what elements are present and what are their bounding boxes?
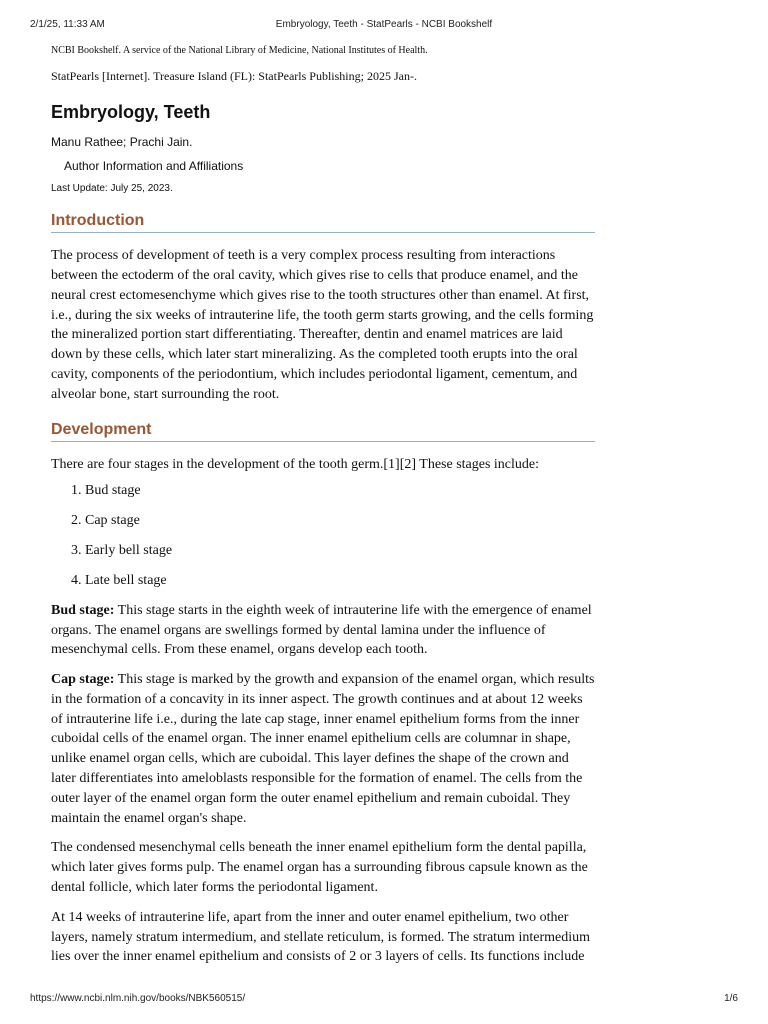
print-datetime: 2/1/25, 11:33 AM <box>30 19 105 30</box>
list-item: 4. Late bell stage <box>85 571 595 590</box>
list-item: 3. Early bell stage <box>85 541 595 560</box>
print-page-title: Embryology, Teeth - StatPearls - NCBI Bookshelf <box>275 19 493 30</box>
page-title: Embryology, Teeth <box>51 102 211 122</box>
bud-stage-text: This stage starts in the eighth week of intrauterine life with the emergence of enamel organs. The enamel organs are swellings formed by dental lamina under the influence of mesenchymal cells. From these enamel, organs develop each tooth. <box>51 602 592 658</box>
list-item: 2. Cap stage <box>85 511 595 530</box>
authors: Manu Rathee; Prachi Jain. <box>51 135 193 149</box>
print-page-number: 1/6 <box>724 993 738 1004</box>
stages-list <box>51 481 595 590</box>
last-update: Last Update: July 25, 2023. <box>51 183 173 194</box>
introduction-heading: Introduction <box>51 211 595 233</box>
print-header <box>30 19 738 33</box>
affiliations-label: Author Information and Affiliations <box>64 159 244 173</box>
dental-papilla-paragraph: The condensed mesenchymal cells beneath the inner enamel epithelium form the dental papilla, which later gives forms pulp. The enamel organ has a surrounding fibrous capsule known as the dental follicle, which later forms the periodontal ligament. <box>51 840 588 896</box>
cap-stage-label: Cap stage: <box>51 672 115 688</box>
bookshelf-service-line: NCBI Bookshelf. A service of the National Library of Medicine, National Institutes of Health. <box>51 45 428 56</box>
list-item: 1. Bud stage <box>85 481 595 500</box>
affiliations-toggle[interactable] <box>64 158 595 174</box>
print-url[interactable]: https://www.ncbi.nlm.nih.gov/books/NBK560515/ <box>30 993 246 1004</box>
bud-stage-paragraph <box>51 601 595 660</box>
development-heading: Development <box>51 420 595 442</box>
cap-stage-text: This stage is marked by the growth and expansion of the enamel organ, which results in the formation of a concavity in its inner aspect. The growth continues and at about 12 weeks of intrauterine life i.e., during the late cap stage, inner enamel epithelium forms from the inner cuboidal cells of the enamel organ. The inner enamel epithelium cells are columnar in shape, unlike enamel organ cells, which are cuboidal. This layer defines the shape of the crown and later differentiates into ameloblasts responsible for the formation of enamel. The cells from the outer layer of the enamel organ form the outer enamel epithelium and remain cuboidal. They maintain the enamel organ's shape. <box>51 672 595 826</box>
print-footer <box>30 993 738 1007</box>
cap-stage-paragraph <box>51 670 595 828</box>
introduction-paragraph: The process of development of teeth is a very complex process resulting from interactions between the ectoderm of the oral cavity, which gives rise to cells that produce enamel, and the neural crest ectomesenchyme which gives rise to the tooth structures other than enamel. At first, i.e., during the six weeks of intrauterine life, the tooth germ starts growing, and the cells forming the mineralized portion start differentiating. Thereafter, dentin and enamel matrices are laid down by these cells, which later start mineralizing. As the completed tooth erupts into the oral cavity, components of the periodontium, which includes periodontal ligament, cementum, and alveolar bone, start surrounding the root. <box>51 248 594 402</box>
citation-line: StatPearls [Internet]. Treasure Island (FL): StatPearls Publishing; 2025 Jan-. <box>51 69 417 83</box>
week-14-paragraph: At 14 weeks of intrauterine life, apart from the inner and outer enamel epithelium, two other layers, namely stratum intermedium, and stellate reticulum, is formed. The stratum intermedium lies over the inner enamel epithelium and consists of 2 or 3 layers of cells. Its functions include <box>51 909 590 965</box>
bud-stage-label: Bud stage: <box>51 602 115 618</box>
article-content <box>51 44 595 967</box>
development-intro: There are four stages in the development of the tooth germ.[1][2] These stages include: <box>51 456 540 472</box>
